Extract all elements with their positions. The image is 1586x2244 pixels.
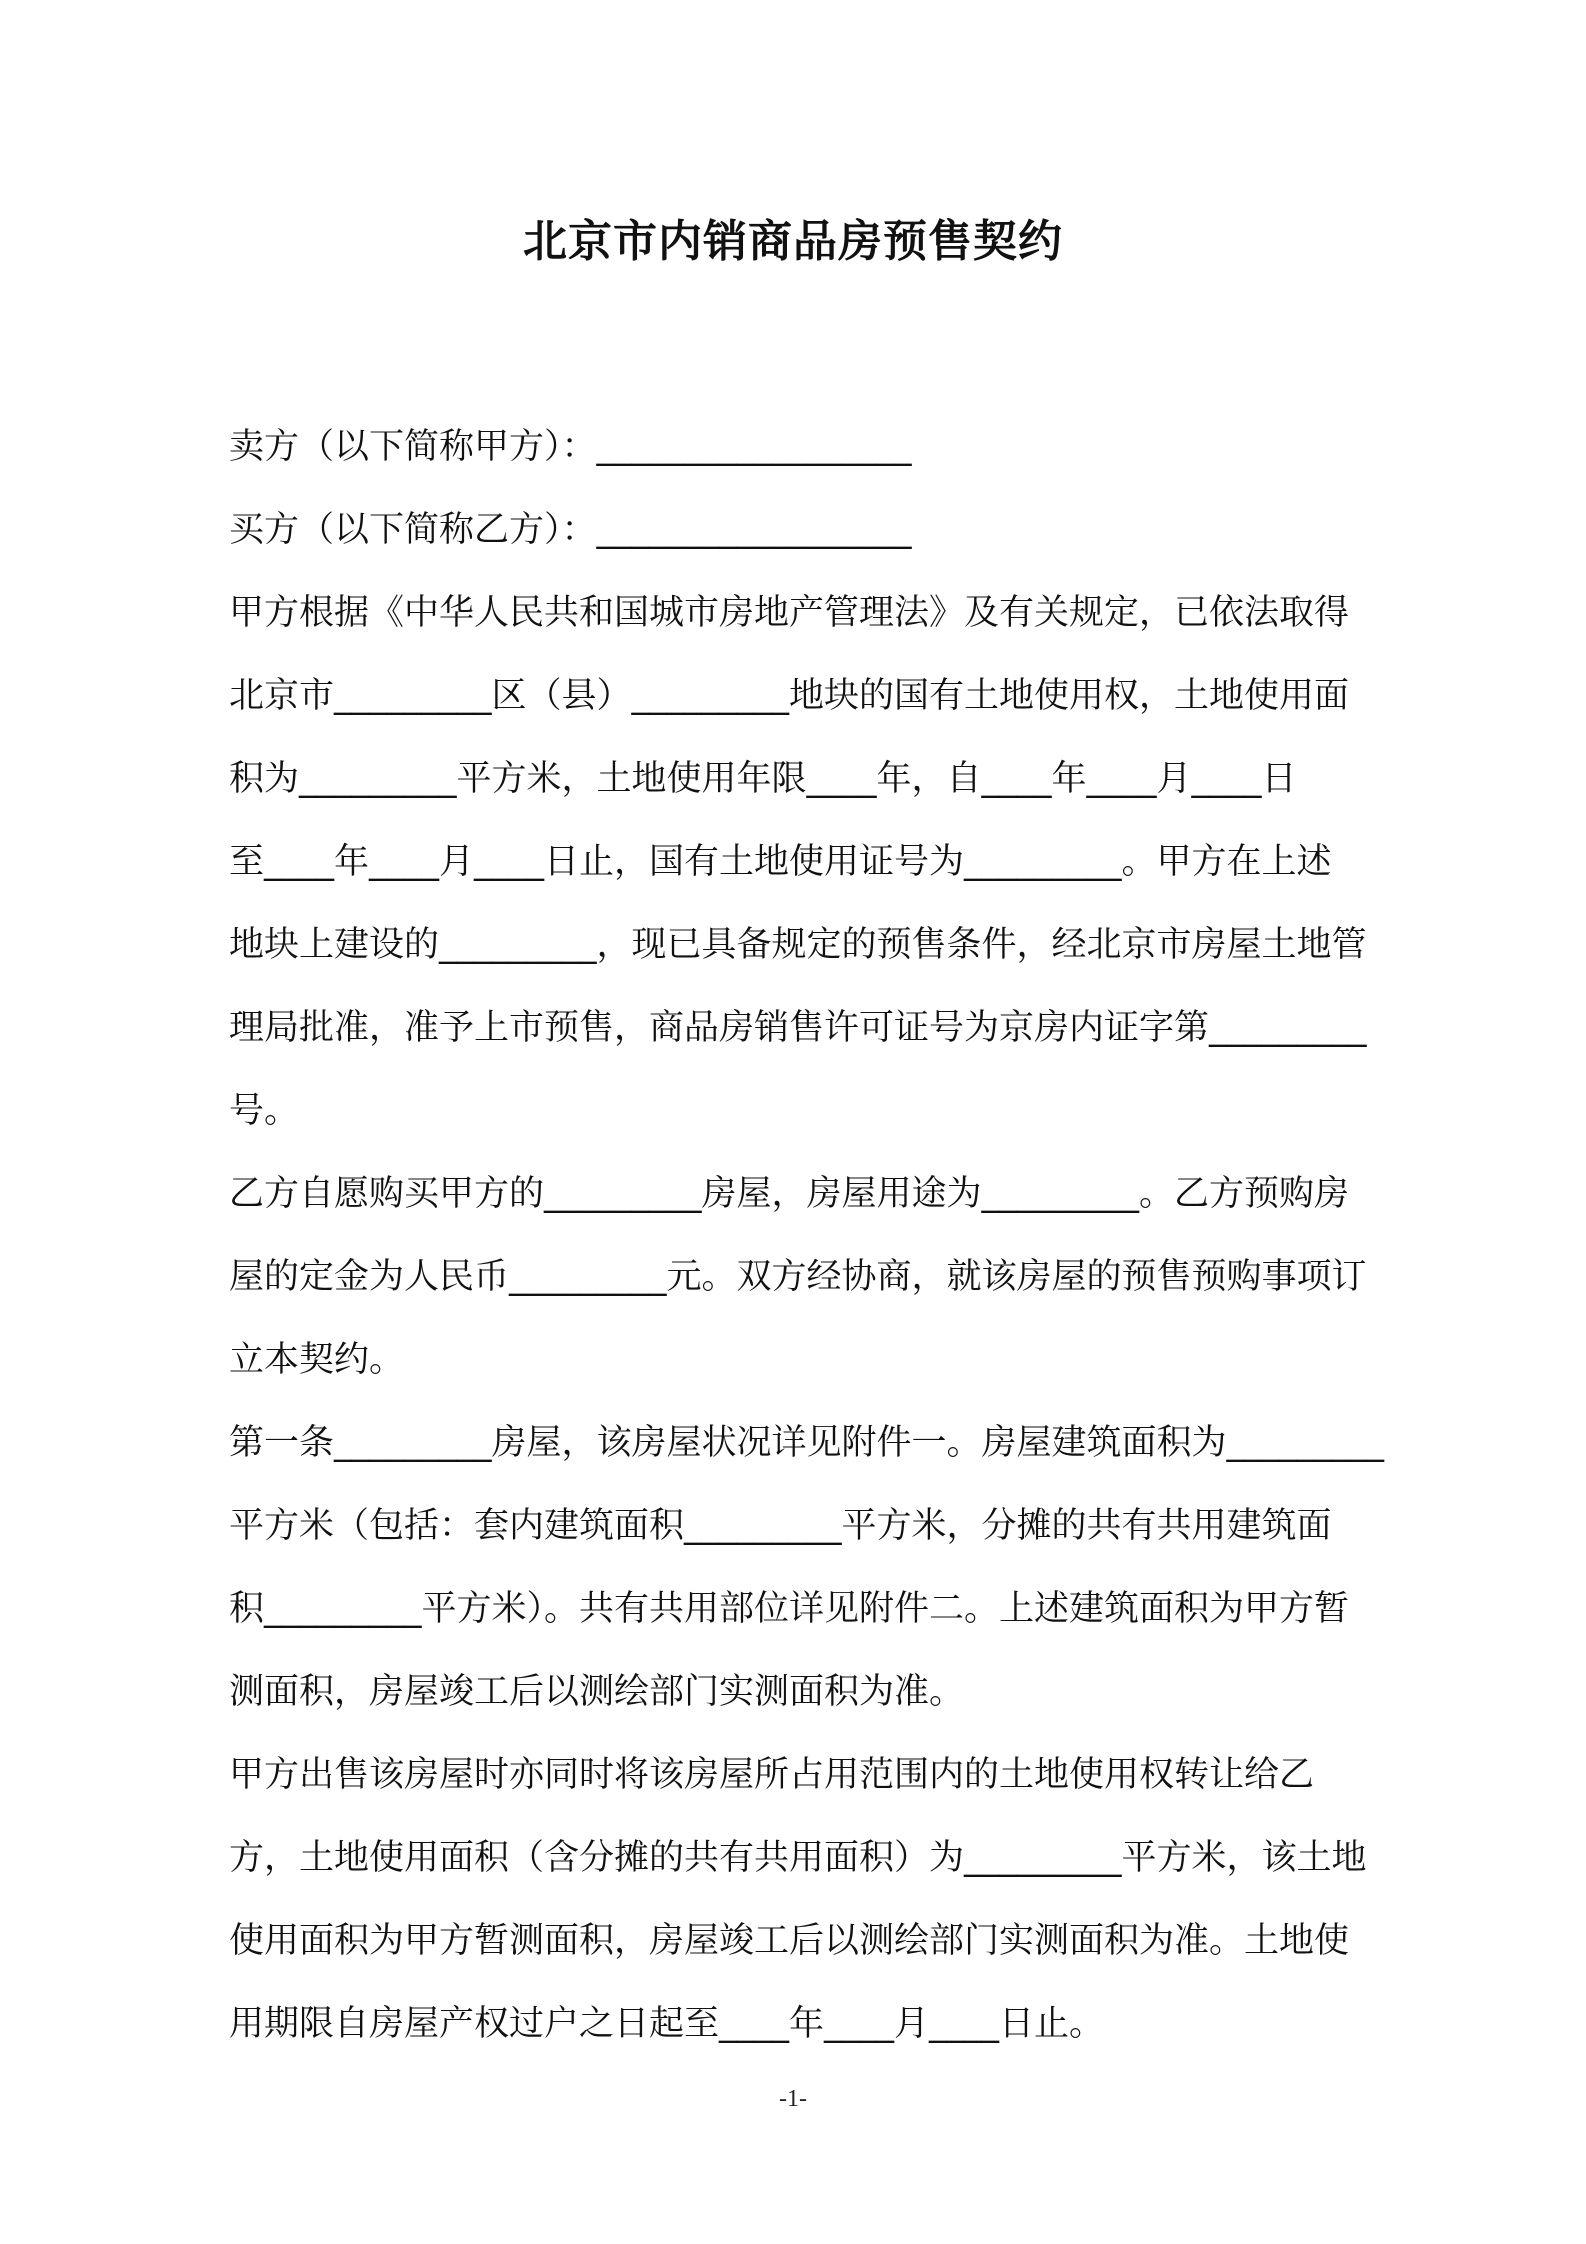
page-number: -1-	[779, 2086, 807, 2112]
text-line: 北京市_________区（县）_________地块的国有土地使用权，土地使用面	[229, 676, 1350, 716]
text-line: 积_________平方米）。共有共用部位详见附件二。上述建筑面积为甲方暂	[229, 1589, 1350, 1629]
text-line: 地块上建设的_________，现已具备规定的预售条件，经北京市房屋土地管	[229, 925, 1367, 965]
text-line: 甲方出售该房屋时亦同时将该房屋所占用范围内的土地使用权转让给乙	[229, 1755, 1315, 1795]
text-line: 乙方自愿购买甲方的_________房屋，房屋用途为_________。乙方预购房	[229, 1174, 1350, 1214]
text-line: 至____年____月____日止，国有土地使用证号为_________。甲方在上述	[229, 842, 1332, 882]
text-line: 测面积，房屋竣工后以测绘部门实测面积为准。	[229, 1672, 965, 1712]
text-line: 使用面积为甲方暂测面积，房屋竣工后以测绘部门实测面积为准。土地使	[229, 1921, 1350, 1961]
text-line: 用期限自房屋产权过户之日起至____年____月____日止。	[229, 2004, 1105, 2044]
text-line: 屋的定金为人民币_________元。双方经协商，就该房屋的预售预购事项订	[229, 1257, 1367, 1297]
text-line: 甲方根据《中华人民共和国城市房地产管理法》及有关规定，已依法取得	[229, 593, 1350, 633]
document-title: 北京市内销商品房预售契约	[523, 216, 1063, 267]
seller-line: 卖方（以下简称甲方）：__________________	[229, 427, 912, 467]
text-line: 立本契约。	[229, 1340, 405, 1380]
contract-body	[229, 406, 1449, 2066]
text-line: 积为_________平方米，土地使用年限____年，自____年____月____日	[229, 759, 1297, 799]
article-one-line: 第一条_________房屋，该房屋状况详见附件一。房屋建筑面积为_________	[229, 1423, 1385, 1463]
text-line: 平方米（包括：套内建筑面积_________平方米，分摊的共有共用建筑面	[229, 1506, 1332, 1546]
text-line: 号。	[229, 1091, 300, 1131]
text-line: 方，土地使用面积（含分摊的共有共用面积）为_________平方米，该土地	[229, 1838, 1367, 1878]
text-line: 理局批准，准予上市预售，商品房销售许可证号为京房内证字第_________	[229, 1008, 1367, 1048]
buyer-line: 买方（以下简称乙方）：__________________	[229, 510, 912, 550]
